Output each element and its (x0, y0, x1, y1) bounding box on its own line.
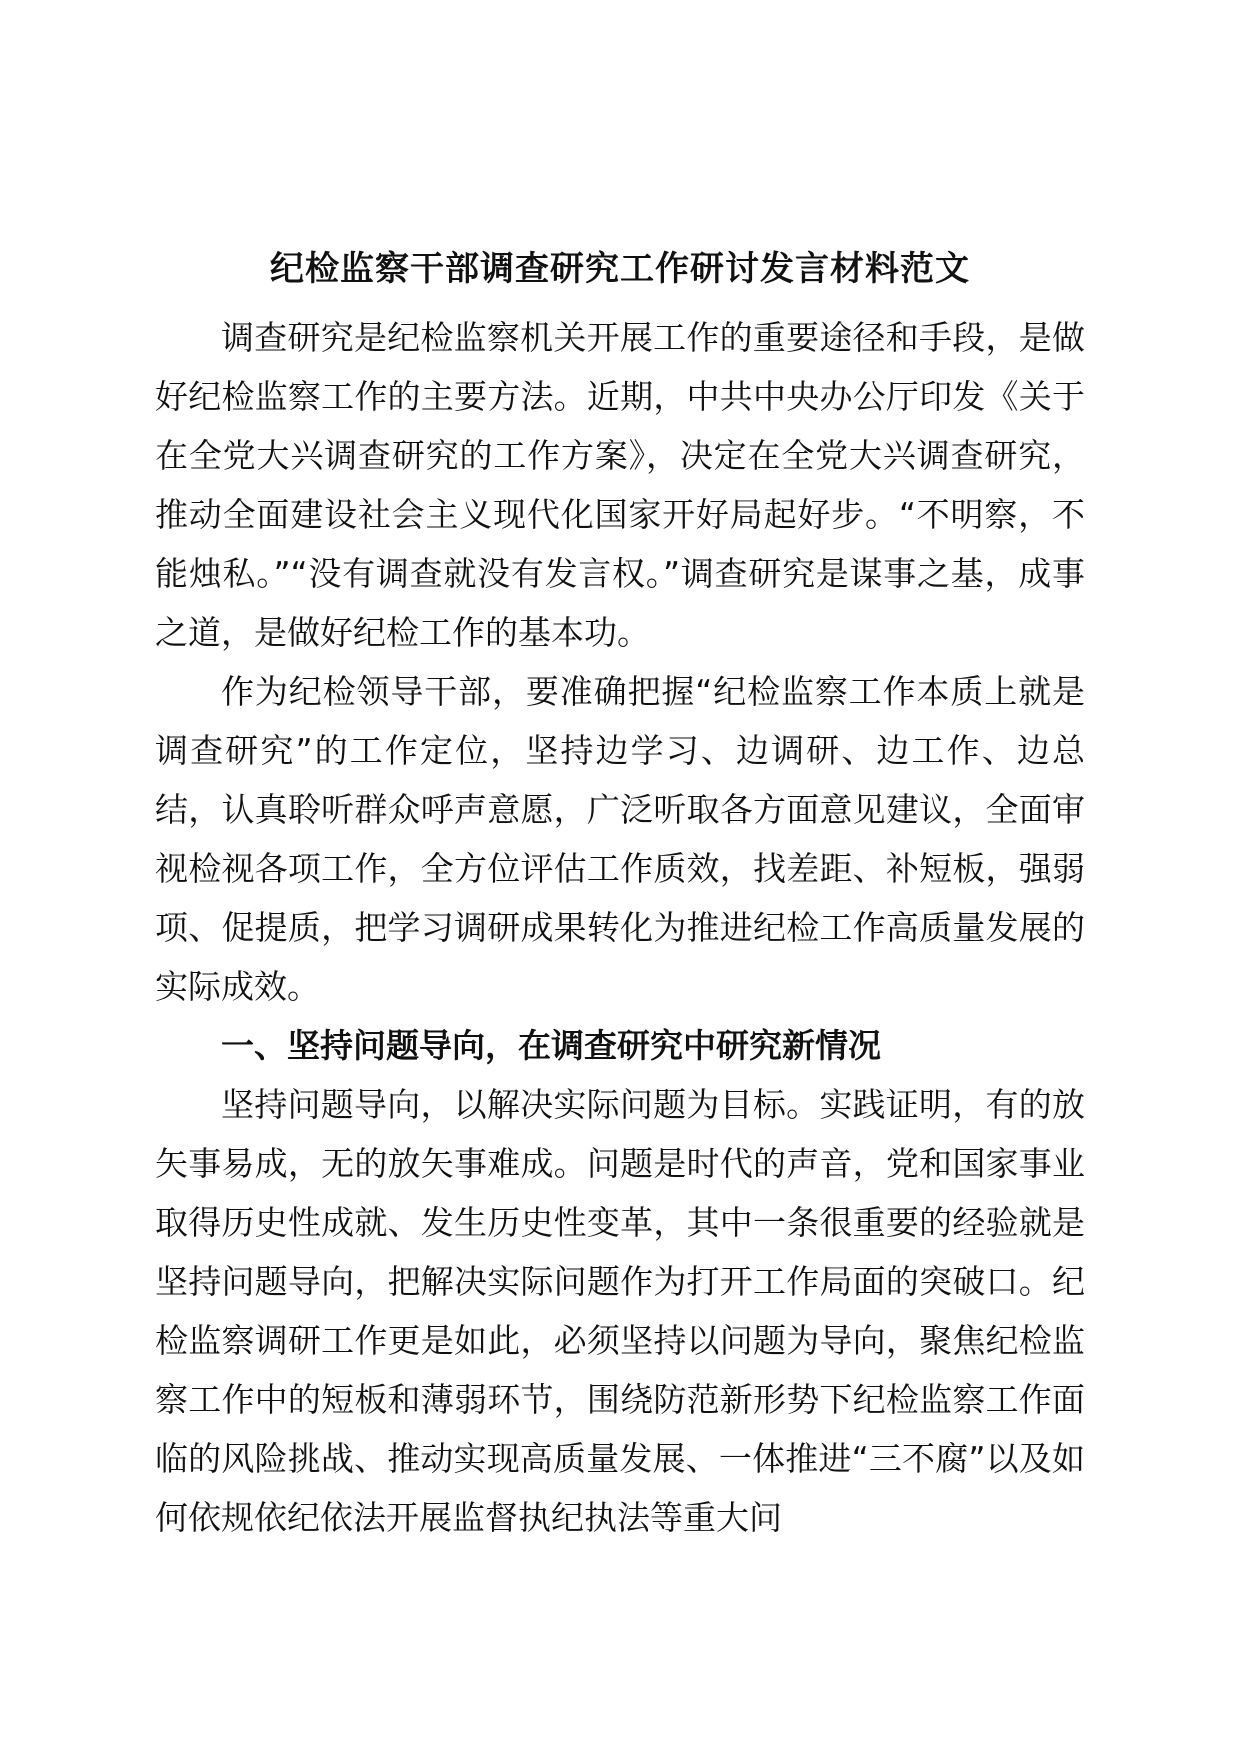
section-heading: 一、坚持问题导向，在调查研究中研究新情况 (221, 1026, 881, 1065)
document-body (155, 244, 1085, 1547)
document-title: 纪检监察干部调查研究工作研讨发言材料范文 (270, 249, 970, 289)
body-paragraph: 作为纪检领导干部，要准确把握“纪检监察工作本质上就是调查研究”的工作定位，坚持边学习、边调研、边工作、边总结，认真聆听群众呼声意愿，广泛听取各方面意见建议，全面审视检视各项工作，全方位评估工作质效，找差距、补短板，强弱项、促提质，把学习调研成果转化为推进纪检工作高质量发展的实际成效。 (155, 672, 1085, 1006)
section-paragraph: 坚持问题导向，以解决实际问题为目标。实践证明，有的放矢事易成，无的放矢事难成。问题是时代的声音，党和国家事业取得历史性成就、发生历史性变革，其中一条很重要的经验就是坚持问题导向，把解决实际问题作为打开工作局面的突破口。纪检监察调研工作更是如此，必须坚持以问题为导向，聚焦纪检监察工作中的短板和薄弱环节，围绕防范新形势下纪检监察工作面临的风险挑战、推动实现高质量发展、一体推进“三不腐”以及如何依规依纪依法开展监督执纪执法等重大问 (155, 1085, 1085, 1537)
intro-paragraph: 调查研究是纪检监察机关开展工作的重要途径和手段，是做好纪检监察工作的主要方法。近期，中共中央办公厅印发《关于在全党大兴调查研究的工作方案》，决定在全党大兴调查研究，推动全面建设社会主义现代化国家开好局起好步。“不明察，不能烛私。”“没有调查就没有发言权。”调查研究是谋事之基，成事之道，是做好纪检工作的基本功。 (155, 318, 1085, 652)
